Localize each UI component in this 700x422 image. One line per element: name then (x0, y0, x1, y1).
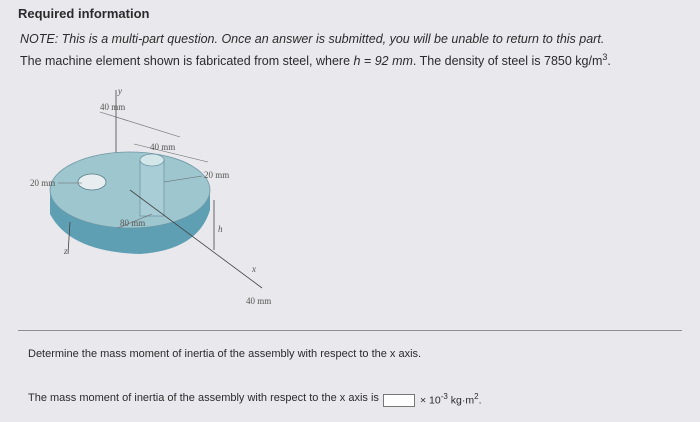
problem-text-1: The machine element shown is fabricated from steel, where (20, 54, 354, 69)
dim-line-40-top (100, 112, 180, 137)
problem-text-2: . The density of steel is 7850 kg/m (412, 54, 603, 69)
units-exponent-2: 2 (474, 392, 479, 401)
units-exponent: -3 (440, 392, 448, 401)
dim-20-right-label: 20 mm (204, 170, 230, 180)
answer-units (420, 392, 481, 407)
density-exponent: 3 (602, 52, 608, 62)
z-axis-label: z (64, 246, 68, 256)
units-suffix: kg·m (447, 394, 475, 407)
answer-label: The mass moment of inertia of the assembly with respect to the x axis is (28, 392, 379, 404)
dim-20-left-label: 20 mm (30, 178, 56, 188)
question-prompt: Determine the mass moment of inertia of the assembly with respect to the x axis. (28, 348, 422, 360)
x-axis-label: x (252, 264, 256, 274)
units-prefix: × 10 (420, 394, 441, 407)
h-label: h (218, 224, 223, 234)
dim-80-label: 80 mm (120, 218, 146, 228)
section-divider (18, 330, 682, 331)
units-end: . (478, 394, 482, 407)
answer-input[interactable] (383, 394, 415, 407)
section-header: Required information (18, 6, 150, 21)
machine-element-figure (30, 82, 350, 322)
h-value: h = 92 mm (353, 54, 413, 69)
note-text: NOTE: This is a multi-part question. Once an answer is submitted, you will be unable to return to this part. (20, 32, 605, 46)
dim-40-right-label: 40 mm (150, 142, 176, 152)
pin-body (140, 160, 164, 216)
y-axis-label: y (118, 86, 122, 96)
disk-hole (78, 174, 106, 190)
machine-element-diagram (30, 82, 350, 322)
dim-40-bottom-label: 40 mm (246, 296, 272, 306)
pin-top (140, 154, 164, 166)
problem-end: . (607, 54, 611, 69)
dim-40-top-label: 40 mm (100, 102, 126, 112)
problem-statement (20, 52, 680, 68)
